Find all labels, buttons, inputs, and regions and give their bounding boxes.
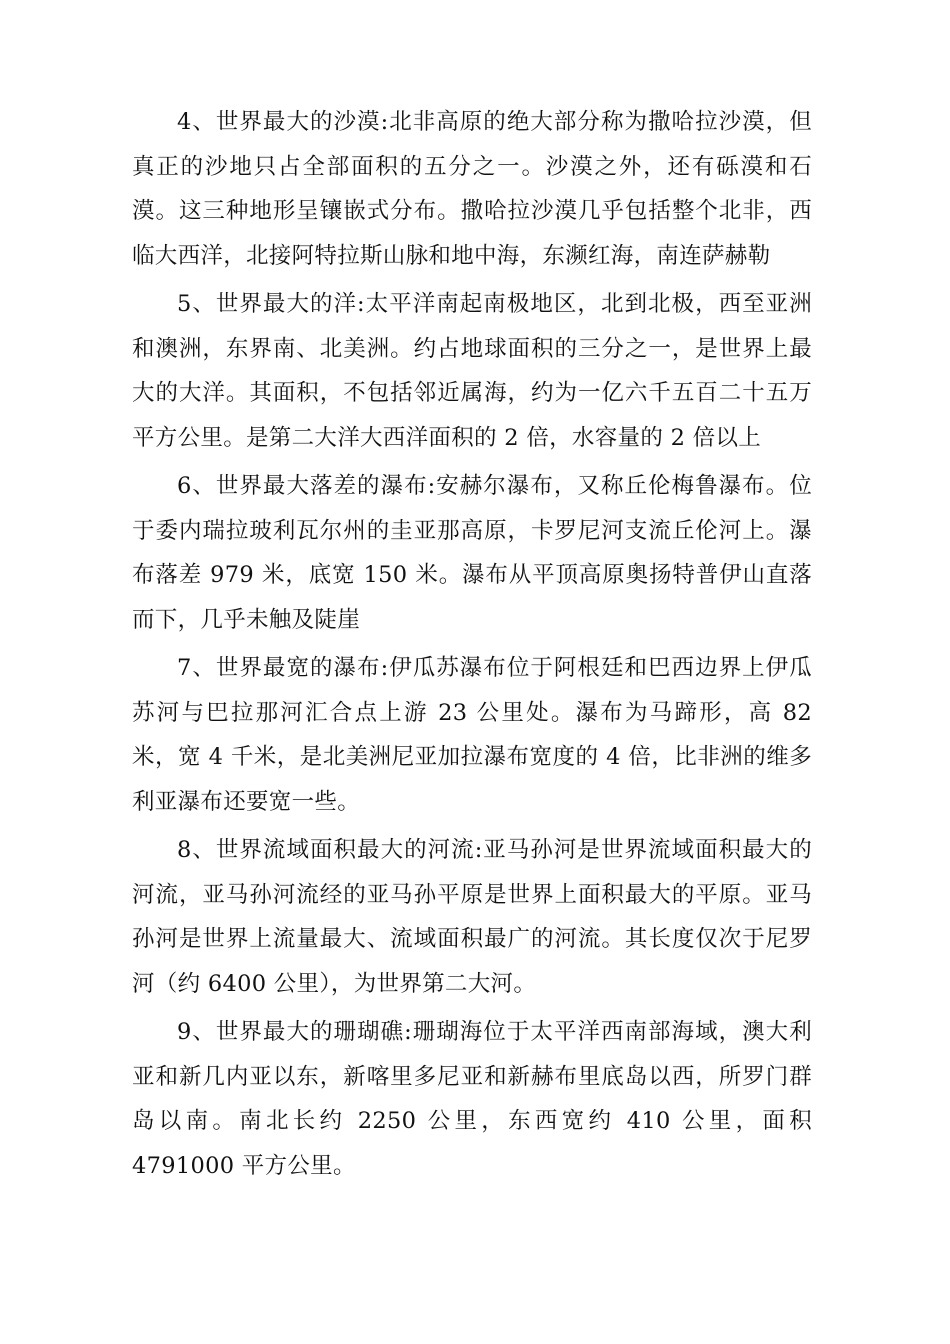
paragraph-angel-falls: 6、世界最大落差的瀑布:安赫尔瀑布，又称丘伦梅鲁瀑布。位于委内瑞拉玻利瓦尔州的圭亚那高原，卡罗尼河支流丘伦河上。瀑布落差 979 米，底宽 150 米。瀑布从平顶高原奥扬特普伊山直落而下，几乎未触及陡崖 <box>132 473 812 633</box>
paragraph-amazon-river: 8、世界流域面积最大的河流:亚马孙河是世界流域面积最大的河流，亚马孙河流经的亚马孙平原是世界上面积最大的平原。亚马孙河是世界上流量最大、流域面积最广的河流。其长度仅次于尼罗河（约 6400 公里），为世界第二大河。 <box>132 837 812 997</box>
document-body <box>132 100 812 1188</box>
paragraph-coral-sea: 9、世界最大的珊瑚礁:珊瑚海位于太平洋西南部海域，澳大利亚和新几内亚以东，新喀里多尼亚和新赫布里底岛以西，所罗门群岛以南。南北长约 2250 公里，东西宽约 410 公里，面积 4791000 平方公里。 <box>132 1019 812 1179</box>
paragraph-sahara: 4、世界最大的沙漠:北非高原的绝大部分称为撒哈拉沙漠，但真正的沙地只占全部面积的五分之一。沙漠之外，还有砾漠和石漠。这三种地形呈镶嵌式分布。撒哈拉沙漠几乎包括整个北非，西临大西洋，北接阿特拉斯山脉和地中海，东濒红海，南连萨赫勒 <box>132 109 812 269</box>
paragraph-pacific: 5、世界最大的洋:太平洋南起南极地区，北到北极，西至亚洲和澳洲，东界南、北美洲。约占地球面积的三分之一，是世界上最大的大洋。其面积，不包括邻近属海，约为一亿六千五百二十五万平方公里。是第二大洋大西洋面积的 2 倍，水容量的 2 倍以上 <box>132 291 812 451</box>
paragraph-iguazu-falls: 7、世界最宽的瀑布:伊瓜苏瀑布位于阿根廷和巴西边界上伊瓜苏河与巴拉那河汇合点上游 23 公里处。瀑布为马蹄形，高 82 米，宽 4 千米，是北美洲尼亚加拉瀑布宽度的 4 倍，比非洲的维多利亚瀑布还要宽一些。 <box>132 655 812 815</box>
